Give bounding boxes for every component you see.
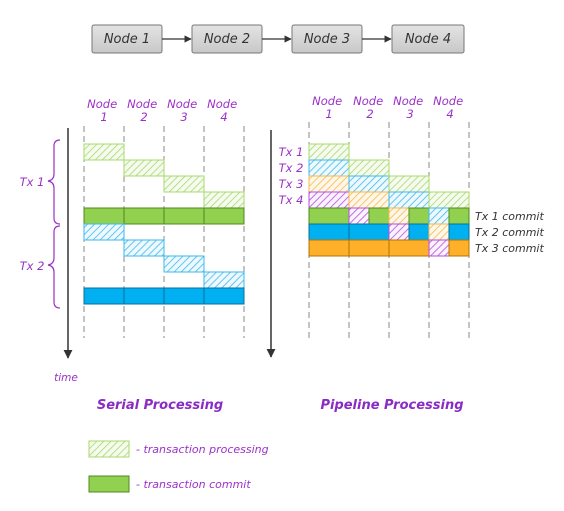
- serial-col-2-word: Node: [127, 97, 158, 111]
- pipe-r6-tx3-n4: [429, 224, 449, 240]
- pipeline-col-1-label: [312, 94, 346, 121]
- pipe-r3-tx1-n3: [389, 176, 429, 192]
- pipe-r5-tx4-n2: [349, 208, 369, 224]
- chain-node-3-label: Node 3: [303, 32, 351, 47]
- pipe-r3-tx2-n2: [349, 176, 389, 192]
- serial-tx1-commit-node1: [84, 208, 124, 224]
- serial-tx1-proc-node2: [124, 160, 164, 176]
- pipe-r6-commit-tx2-n3: [409, 224, 429, 240]
- pipeline-col-2-label: [353, 94, 387, 121]
- pipe-r4-tx1-n4: [429, 192, 469, 208]
- pipeline-row-label-tx4: Tx 4: [278, 193, 304, 207]
- column-number-line: 3: [406, 107, 414, 121]
- pipe-r5-tx3-n3: [389, 208, 409, 224]
- pipeline-row-label-tx2: Tx 2: [278, 161, 304, 175]
- serial-tx2-commit-node3: [164, 288, 204, 304]
- column-number-line: 1: [100, 110, 108, 124]
- chain-node-1-label: Node 1: [103, 32, 151, 47]
- serial-tx2-commit-node4: [204, 288, 244, 304]
- pipe-r7-commit-tx3-n3: [389, 240, 429, 256]
- serial-tx2-proc-node2: [124, 240, 164, 256]
- pipe-r6-commit-tx2-n2: [349, 224, 389, 240]
- serial-col-1-word: Node: [87, 97, 118, 111]
- pipe-r7-commit-tx3-n2: [349, 240, 389, 256]
- column-number-line: 4: [220, 110, 228, 124]
- pipe-r2-tx2-n1: [309, 160, 349, 176]
- pipeline-commit-label-tx3: Tx 3 commit: [475, 242, 544, 255]
- serial-title: Serial Processing: [96, 398, 224, 413]
- pipeline-col-3-word: Node: [393, 94, 424, 108]
- serial-col-3-word: Node: [167, 97, 198, 111]
- pipeline-diagram: [271, 94, 544, 413]
- pipe-r5-tx2-n4: [429, 208, 449, 224]
- serial-tx1-bracket: [48, 140, 60, 224]
- serial-tx1-commit-node3: [164, 208, 204, 224]
- serial-col-1-label: [87, 97, 121, 124]
- serial-tx2-label: Tx 2: [19, 259, 45, 273]
- serial-tx1-commit-node4: [204, 208, 244, 224]
- serial-tx2-proc-node1: [84, 224, 124, 240]
- legend-commit-label: - transaction commit: [136, 478, 251, 491]
- pipe-r6-commit-tx2-n4: [449, 224, 469, 240]
- pipeline-commit-label-tx2: Tx 2 commit: [475, 226, 544, 239]
- column-number-line: 2: [140, 110, 148, 124]
- pipe-r4-tx4-n1: [309, 192, 349, 208]
- pipe-r7-commit-tx3-n4: [449, 240, 469, 256]
- column-number-line: 4: [446, 107, 454, 121]
- column-number-line: 1: [325, 107, 333, 121]
- serial-tx1-proc-node1: [84, 144, 124, 160]
- pipeline-col-3-label: [393, 94, 427, 121]
- chain-node-4-label: Node 4: [404, 32, 452, 47]
- serial-tx1-label: Tx 1: [19, 175, 45, 189]
- serial-col-3-label: [167, 97, 201, 124]
- serial-tx2-proc-node3: [164, 256, 204, 272]
- legend-commit-swatch: [89, 476, 129, 492]
- legend-processing-swatch: [89, 441, 129, 457]
- pipe-r6-commit-tx2-n1: [309, 224, 349, 240]
- column-number-line: 2: [366, 107, 374, 121]
- pipeline-row-label-tx3: Tx 3: [278, 177, 304, 191]
- serial-tx2-bracket: [48, 226, 60, 308]
- pipe-r1-tx1-n1: [309, 144, 349, 160]
- pipeline-col-4-label: [433, 94, 467, 121]
- serial-tx1-proc-node4: [204, 192, 244, 208]
- pipe-r6-tx4-n3: [389, 224, 409, 240]
- pipeline-commit-label-tx1: Tx 1 commit: [475, 210, 544, 223]
- pipe-r5-commit-tx1-n3: [409, 208, 429, 224]
- pipe-r4-tx2-n3: [389, 192, 429, 208]
- legend-processing-label: - transaction processing: [136, 443, 269, 456]
- serial-tx1-commit-node2: [124, 208, 164, 224]
- pipeline-title: Pipeline Processing: [320, 398, 464, 413]
- pipe-r7-commit-tx3-n1: [309, 240, 349, 256]
- pipe-r7-tx4-n4: [429, 240, 449, 256]
- pipeline-col-1-word: Node: [312, 94, 343, 108]
- serial-diagram: [20, 97, 244, 413]
- pipeline-col-4-word: Node: [433, 94, 464, 108]
- column-number-line: 3: [180, 110, 188, 124]
- pipe-r2-tx1-n2: [349, 160, 389, 176]
- serial-tx2-commit-node2: [124, 288, 164, 304]
- chain-node-2-label: Node 2: [203, 32, 251, 47]
- legend: [89, 441, 269, 492]
- pipe-r3-tx3-n1: [309, 176, 349, 192]
- pipe-r5-commit-tx1-n4: [449, 208, 469, 224]
- pipeline-row-label-tx1: Tx 1: [278, 145, 304, 159]
- pipeline-col-2-word: Node: [353, 94, 384, 108]
- pipe-r5-commit-tx1-n2: [369, 208, 389, 224]
- serial-time-label: time: [54, 372, 78, 384]
- serial-col-2-label: [127, 97, 161, 124]
- serial-col-4-label: [207, 97, 241, 124]
- pipe-r4-tx3-n2: [349, 192, 389, 208]
- node-chain: [92, 25, 464, 53]
- serial-tx2-commit-node1: [84, 288, 124, 304]
- pipe-r5-commit-tx1-n1: [309, 208, 349, 224]
- serial-tx1-proc-node3: [164, 176, 204, 192]
- serial-tx2-proc-node4: [204, 272, 244, 288]
- serial-col-4-word: Node: [207, 97, 238, 111]
